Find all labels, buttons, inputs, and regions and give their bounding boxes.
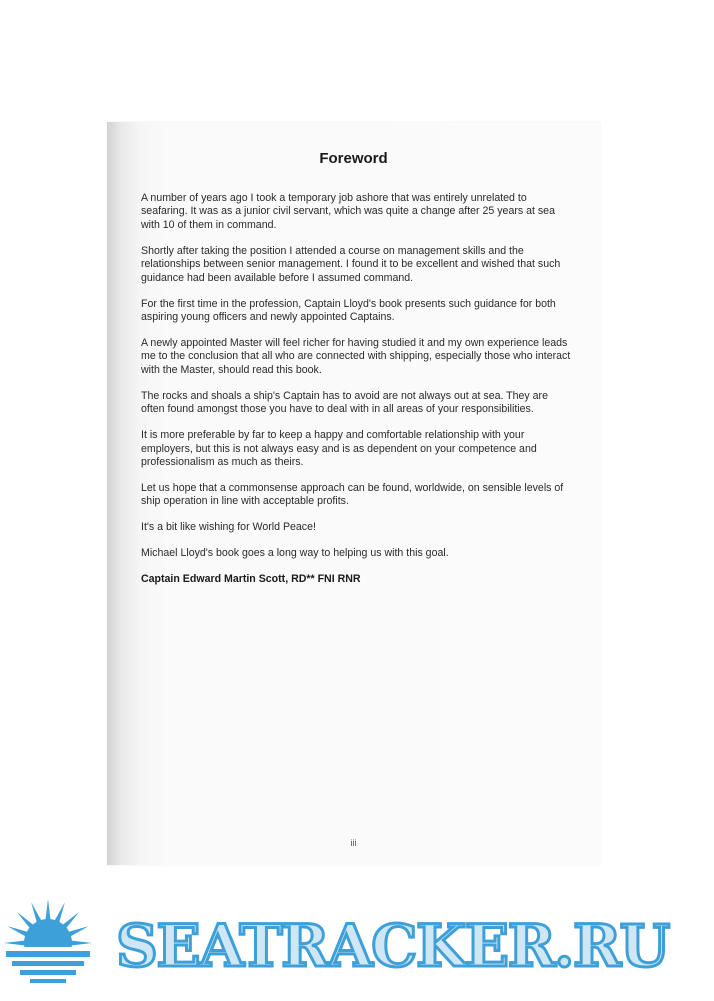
- paragraph: For the first time in the profession, Captain Lloyd's book presents such guidance for both aspiring young officers and newly appointed Captains.: [141, 297, 556, 324]
- paragraph: It's a bit like wishing for World Peace!: [141, 521, 316, 534]
- scanned-page: [107, 122, 600, 865]
- paragraph: A number of years ago I took a temporary job ashore that was entirely unrelated to seafaring. It was as a junior civil servant, which was quite a change after 25 years at sea with 10 of them in command.: [141, 192, 555, 231]
- foreword-body: [141, 192, 571, 599]
- watermark-text: SEATRACKER.RU: [116, 912, 669, 980]
- paragraph: Shortly after taking the position I attended a course on management skills and the relationships between senior management. I found it to be excellent and wished that such guidance had been available before I assumed command.: [141, 244, 561, 284]
- sun-ray: [4, 940, 26, 945]
- paragraph: A newly appointed Master will feel richer for having studied it and my own experience leads me to the conclusion that all who are connected with shipping, especially those who interact with the Master, should read this book.: [141, 337, 571, 376]
- signature: Captain Edward Martin Scott, RD** FNI RNR: [141, 573, 361, 586]
- page-number: iii: [350, 838, 357, 848]
- paragraph: Michael Lloyd's book goes a long way to helping us with this goal.: [141, 547, 449, 560]
- paragraph: Let us hope that a commonsense approach can be found, worldwide, on sensible levels of ship operation in line with acceptable profits.: [141, 482, 564, 508]
- page-title: Foreword: [319, 150, 388, 167]
- sun-ray: [70, 940, 92, 945]
- sun-ray: [45, 899, 50, 921]
- paragraph: The rocks and shoals a ship's Captain has to avoid are not always out at sea. They are often found amongst those you have to deal with in all areas of your responsibilities.: [141, 389, 548, 416]
- paragraph: It is more preferable by far to keep a happy and comfortable relationship with your employers, but this is not always easy and is as dependent on your competence and professionalism as much as theirs.: [141, 429, 537, 469]
